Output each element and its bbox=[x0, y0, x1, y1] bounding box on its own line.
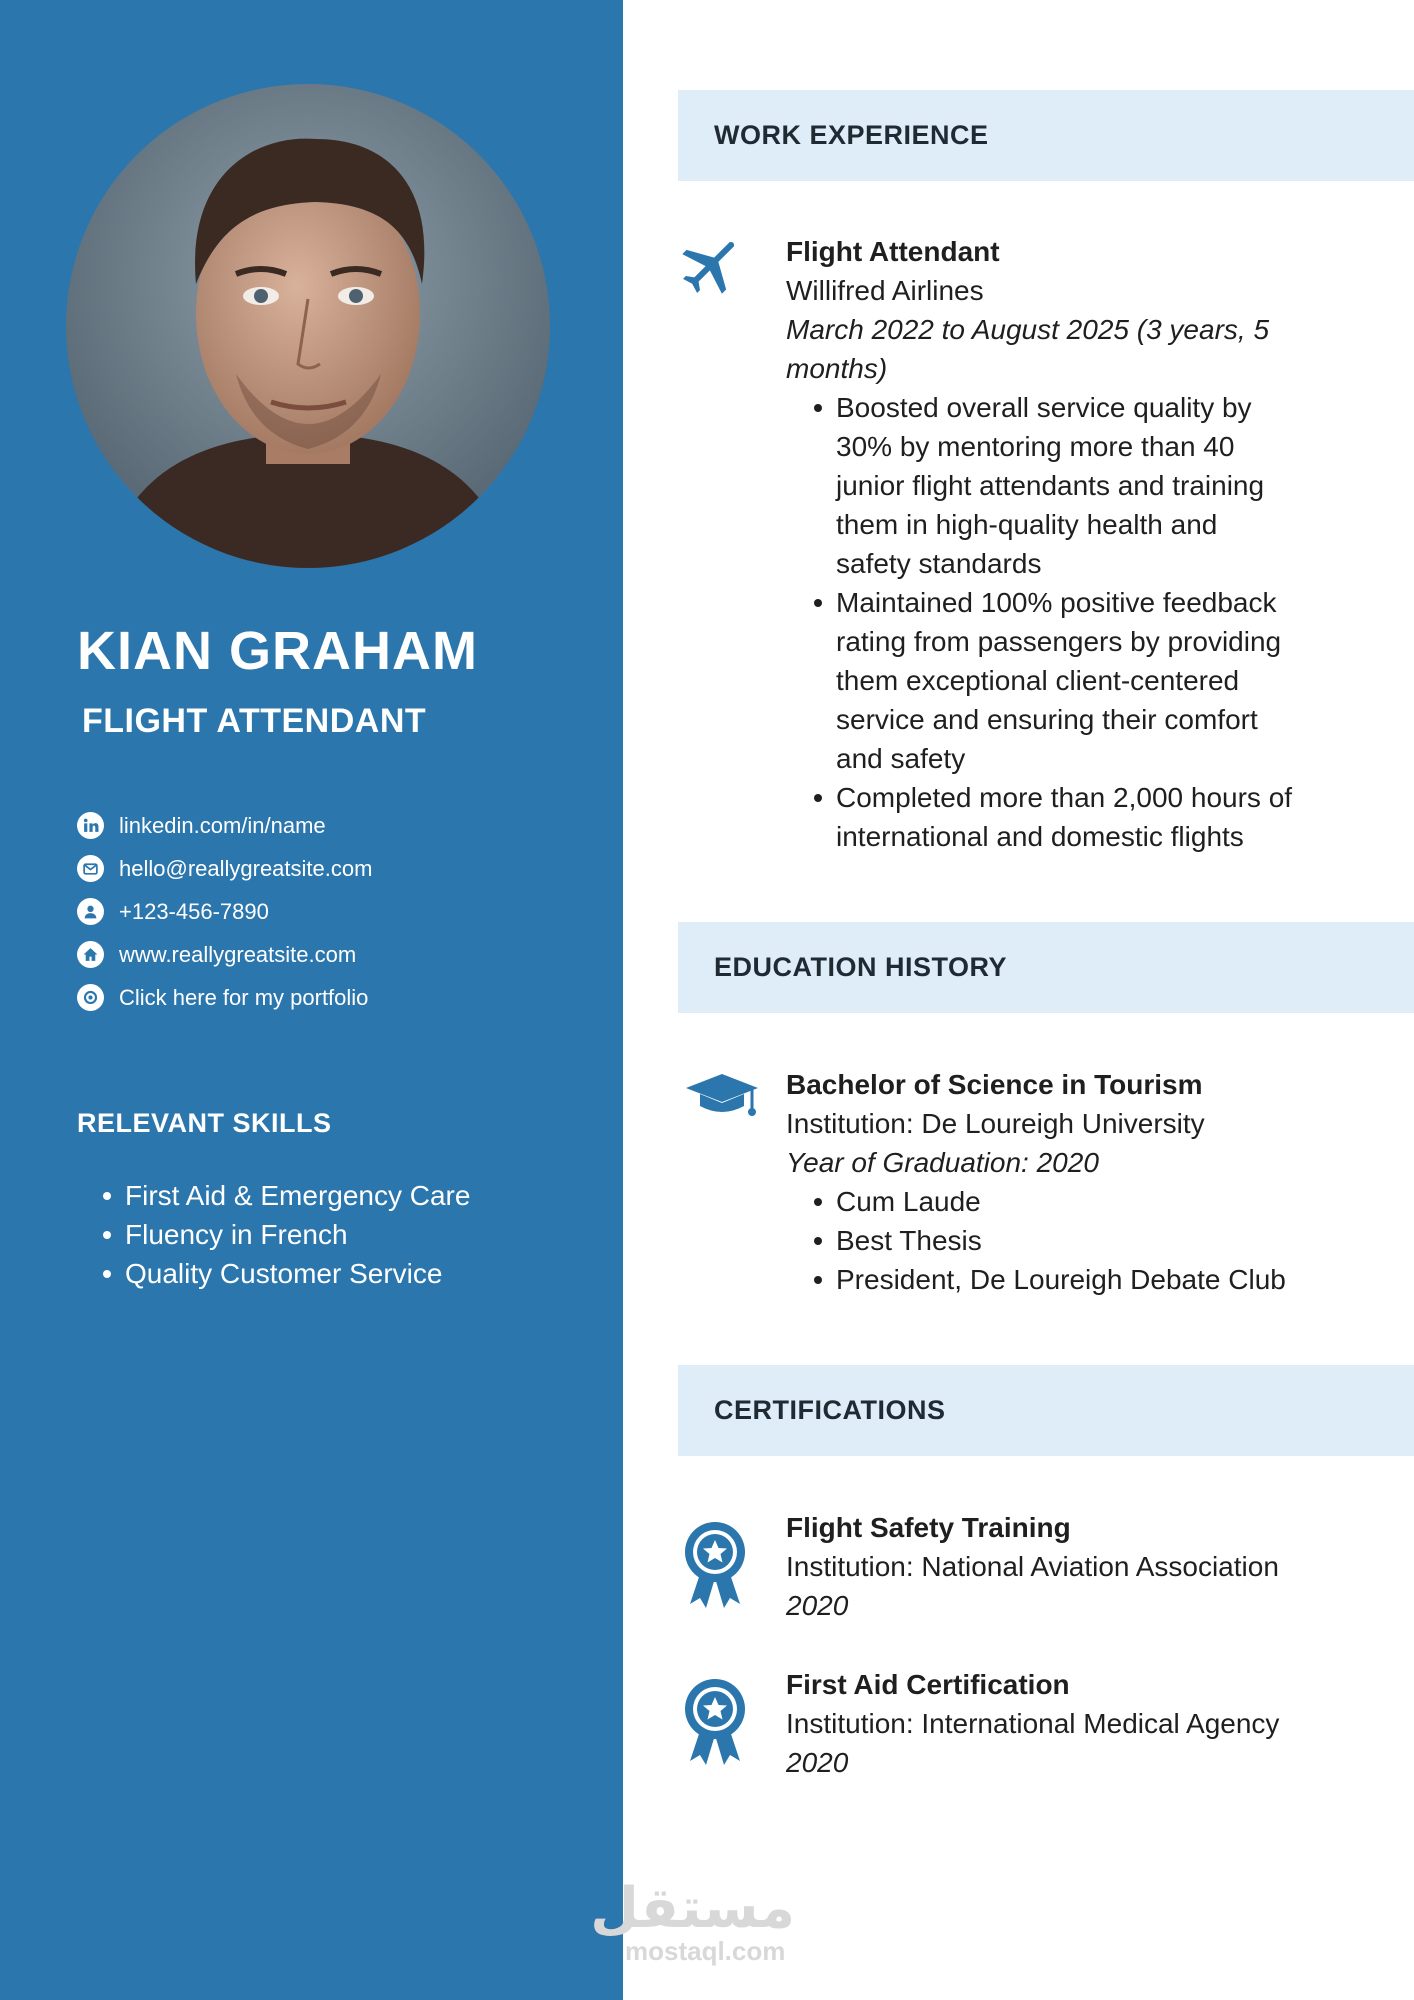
job-bullet: Maintained 100% positive feedback rating from passengers by providing them exceptional client-centered service and ensuring their comfort and safety bbox=[836, 583, 1296, 778]
candidate-title: FLIGHT ATTENDANT bbox=[82, 702, 427, 740]
skill-item: Quality Customer Service bbox=[100, 1254, 470, 1293]
award-ribbon-icon bbox=[680, 1675, 750, 1767]
job-bullets bbox=[786, 388, 1316, 856]
profile-photo bbox=[66, 84, 550, 568]
watermark-arabic: مستقل bbox=[590, 1876, 795, 1939]
job-title: Flight Attendant bbox=[786, 236, 1000, 267]
honor-item: Cum Laude bbox=[836, 1182, 1346, 1221]
contact-website bbox=[77, 933, 372, 976]
degree-title: Bachelor of Science in Tourism bbox=[786, 1069, 1203, 1100]
portrait-image bbox=[66, 84, 550, 568]
contact-portfolio bbox=[77, 976, 372, 1019]
portfolio-link[interactable]: Click here for my portfolio bbox=[119, 984, 369, 1010]
user-icon bbox=[77, 898, 104, 925]
sidebar bbox=[0, 0, 623, 2000]
work-experience-heading: WORK EXPERIENCE bbox=[714, 120, 989, 150]
email-link[interactable]: hello@reallygreatsite.com bbox=[119, 855, 373, 881]
certification-entry bbox=[786, 1508, 1346, 1625]
certification-title: First Aid Certification bbox=[786, 1669, 1070, 1700]
watermark-latin: mostaql.com bbox=[625, 1936, 786, 1966]
graduation-cap-icon bbox=[684, 1072, 760, 1122]
education-header bbox=[678, 922, 1414, 1013]
home-icon bbox=[77, 941, 104, 968]
job-bullet: Boosted overall service quality by 30% by mentoring more than 40 junior flight attendants and training them in high-quality health and safety standards bbox=[836, 388, 1296, 583]
certification-institution: Institution: International Medical Agency bbox=[786, 1708, 1280, 1739]
contact-list bbox=[77, 804, 372, 1019]
graduation-year: Year of Graduation: 2020 bbox=[786, 1147, 1099, 1178]
award-ribbon-icon bbox=[680, 1518, 750, 1610]
phone-link[interactable]: +123-456-7890 bbox=[119, 898, 269, 924]
certifications-header bbox=[678, 1365, 1414, 1456]
education-heading: EDUCATION HISTORY bbox=[714, 952, 1008, 982]
education-entry bbox=[786, 1065, 1346, 1299]
mail-icon bbox=[77, 855, 104, 882]
linkedin-link[interactable]: linkedin.com/in/name bbox=[119, 812, 326, 838]
watermark bbox=[590, 1876, 795, 1966]
job-entry bbox=[786, 232, 1346, 856]
job-company: Willifred Airlines bbox=[786, 275, 984, 306]
skill-item: Fluency in French bbox=[100, 1215, 470, 1254]
candidate-name: KIAN GRAHAM bbox=[77, 621, 478, 681]
education-institution: Institution: De Loureigh University bbox=[786, 1108, 1205, 1139]
work-experience-header bbox=[678, 90, 1414, 181]
skills-list bbox=[100, 1176, 470, 1293]
contact-phone bbox=[77, 890, 372, 933]
honor-item: President, De Loureigh Debate Club bbox=[836, 1260, 1346, 1299]
certification-entry bbox=[786, 1665, 1346, 1782]
job-bullet: Completed more than 2,000 hours of international and domestic flights bbox=[836, 778, 1316, 856]
contact-email bbox=[77, 847, 372, 890]
skill-item: First Aid & Emergency Care bbox=[100, 1176, 470, 1215]
certification-year: 2020 bbox=[786, 1590, 849, 1621]
honors-list bbox=[786, 1182, 1346, 1299]
website-link[interactable]: www.reallygreatsite.com bbox=[119, 941, 357, 967]
certification-year: 2020 bbox=[786, 1747, 849, 1778]
certification-institution: Institution: National Aviation Association bbox=[786, 1551, 1279, 1582]
linkedin-icon bbox=[77, 812, 104, 839]
honor-item: Best Thesis bbox=[836, 1221, 1346, 1260]
job-dates: March 2022 to August 2025 (3 years, 5 months) bbox=[786, 314, 1270, 384]
certifications-heading: CERTIFICATIONS bbox=[714, 1395, 946, 1425]
certification-title: Flight Safety Training bbox=[786, 1512, 1071, 1543]
contact-linkedin bbox=[77, 804, 372, 847]
skills-heading: RELEVANT SKILLS bbox=[77, 1108, 332, 1138]
eye-icon bbox=[77, 984, 104, 1011]
airplane-icon bbox=[680, 232, 744, 296]
